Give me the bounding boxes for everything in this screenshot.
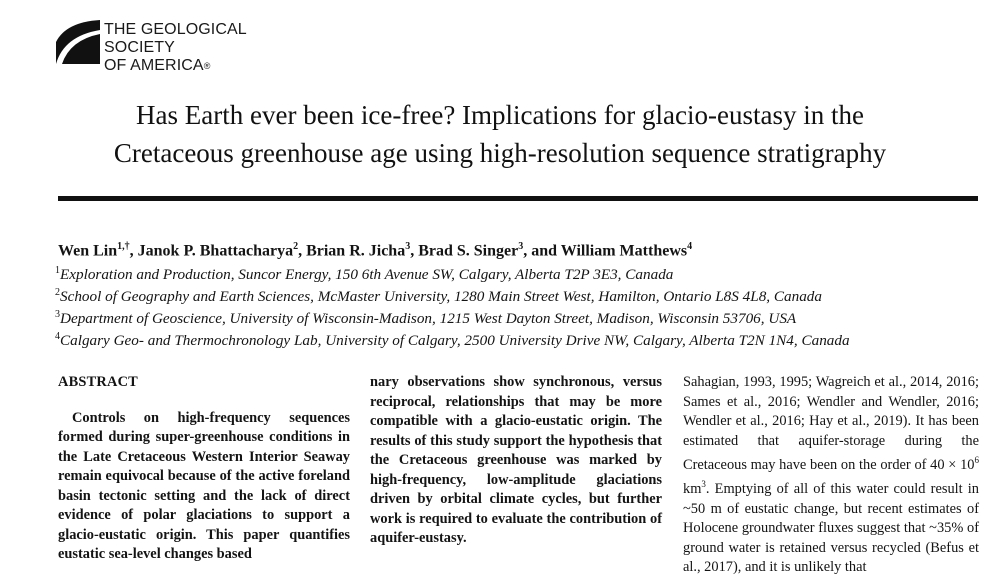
abstract-heading: ABSTRACT: [58, 374, 138, 390]
publisher-name: [104, 21, 316, 75]
abstract-text-part2: nary observations show synchronous, versus reciprocal, relationships that may be more compatible with a glacio-eustatic origin. The results of this study support the hypothesis that the Cretaceous greenhouse was marked by high-frequency, low-amplitude glaciations driven by orbital climate cycles, but further work is required to evaluate the contribution of aquifer-eustasy.: [370, 374, 662, 546]
author-sup: 2: [293, 241, 299, 252]
publisher-name-line2: OF AMERICA®: [104, 57, 211, 74]
title-line-2: Cretaceous greenhouse age using high-resolution sequence stratigraphy: [113, 138, 887, 168]
abstract-text-part1: Controls on high-frequency sequences formed during super-greenhouse conditions in the Late Cretaceous Western Interior Seaway remain equivocal because of the active foreland basin tectonic setting and the lack of direct evidence of polar glaciations to support a glacio-eustatic origin. This paper quantifies eustatic sea-level changes based: [58, 409, 350, 562]
abstract-column-1: [58, 373, 350, 565]
body-column: [683, 373, 979, 578]
affiliation-3: $^3$Department of Geoscience, University of Wisconsin-Madison, 1215 West Dayton Street, Madison, Wisconsin 53706, USA: [55, 309, 797, 328]
author-name: William Matthews: [560, 242, 688, 260]
abstract-column-2: [370, 373, 662, 549]
publisher-logo: [56, 18, 316, 74]
author-name: Janok P. Bhattacharya: [137, 242, 294, 260]
author-sup: 1,†: [117, 241, 130, 252]
body-text: Sahagian, 1993, 1995; Wagreich et al., 2014, 2016; Sames et al., 2016; Wendler and Wendler, 2016; Wendler et al., 2016; Hay et al., 2019). It has been estimated that aquifer-storage during the Cretaceous may have been on the order of $40 \times 10^6$ $km^3$. Emptying of all of this water could result in ~50 m of eustatic change, but recent estimates of Holocene groundwater fluxes suggest that ~35% of ground water is retained versus recycled (Befus et al., 2017), and it is unlikely that: [683, 374, 979, 576]
affiliation-4: $^4$Calgary Geo- and Thermochronology Lab, University of Calgary, 2500 University Drive NW, Calgary, Alberta T2N 1N4, Canada: [55, 331, 850, 350]
author-sup: 3: [405, 241, 411, 252]
affiliation-2: $^2$School of Geography and Earth Sciences, McMaster University, 1280 Main Street West, Hamilton, Ontario L8S 4L8, Canada: [55, 287, 822, 306]
gsa-logo-icon: [56, 20, 100, 64]
title-line-1: Has Earth ever been ice-free? Implications for glacio-eustasy in the: [136, 100, 864, 130]
author-name: Brad S. Singer: [418, 242, 519, 260]
author-name: Wen Lin: [58, 242, 118, 260]
registered-mark: ®: [203, 61, 211, 71]
author-list: Wen Lin$^{1,\dagger}$, Janok P. Bhattacharya$^2$, Brian R. Jicha$^3$, Brad S. Singer$^3$, and William Matthews$^4$: [58, 241, 693, 260]
author-name: Brian R. Jicha: [306, 242, 406, 260]
paper-title: [40, 96, 960, 172]
author-sup: 3: [518, 241, 524, 252]
affiliation-1: $^1$Exploration and Production, Suncor Energy, 150 6th Avenue SW, Calgary, Alberta T2P 3E3, Canada: [55, 265, 674, 284]
publisher-name-line1: THE GEOLOGICAL SOCIETY: [104, 21, 247, 56]
author-sup: 4: [687, 241, 693, 252]
title-rule: [58, 196, 978, 201]
